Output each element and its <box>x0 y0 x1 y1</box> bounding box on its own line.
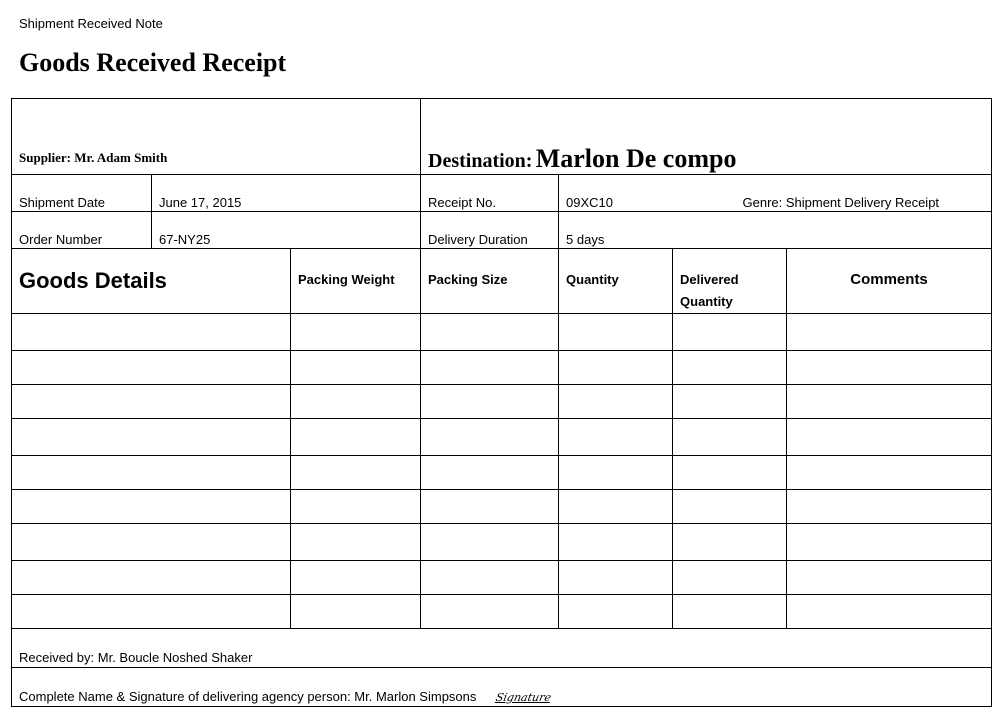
delivery-duration-label: Delivery Duration <box>421 212 559 249</box>
delivered-quantity-cell[interactable] <box>673 524 787 561</box>
goods-details-cell[interactable] <box>12 419 291 456</box>
receipt-no-label: Receipt No. <box>421 175 559 212</box>
packing-size-header: Packing Size <box>421 249 559 314</box>
receipt-no-cell <box>559 175 992 212</box>
comments-cell[interactable] <box>787 314 992 351</box>
destination-label: Destination: <box>428 150 533 172</box>
goods-row <box>12 595 992 629</box>
received-by-text: Received by: Mr. Boucle Noshed Shaker <box>12 629 992 668</box>
comments-cell[interactable] <box>787 351 992 385</box>
packing-weight-cell[interactable] <box>291 561 421 595</box>
packing-size-cell[interactable] <box>421 419 559 456</box>
packing-size-cell[interactable] <box>421 524 559 561</box>
goods-details-cell[interactable] <box>12 561 291 595</box>
delivered-quantity-cell[interactable] <box>673 561 787 595</box>
supplier-label: Supplier: <box>19 150 72 165</box>
comments-cell[interactable] <box>787 385 992 419</box>
goods-details-cell[interactable] <box>12 490 291 524</box>
goods-details-cell[interactable] <box>12 595 291 629</box>
document-title: Goods Received Receipt <box>19 48 287 77</box>
goods-row <box>12 385 992 419</box>
delivering-agent-cell <box>12 668 992 707</box>
comments-cell[interactable] <box>787 595 992 629</box>
quantity-cell[interactable] <box>559 595 673 629</box>
packing-size-cell[interactable] <box>421 490 559 524</box>
packing-weight-cell[interactable] <box>291 385 421 419</box>
genre-text: Genre: Shipment Delivery Receipt <box>742 195 940 210</box>
supplier-cell <box>12 99 421 175</box>
delivered-quantity-cell[interactable] <box>673 456 787 490</box>
delivered-quantity-cell[interactable] <box>673 385 787 419</box>
shipment-date-label: Shipment Date <box>12 175 152 212</box>
packing-size-cell[interactable] <box>421 351 559 385</box>
comments-cell[interactable] <box>787 419 992 456</box>
quantity-cell[interactable] <box>559 456 673 490</box>
note-label: Shipment Received Note <box>19 16 163 31</box>
packing-size-cell[interactable] <box>421 561 559 595</box>
quantity-header: Quantity <box>559 249 673 314</box>
shipment-date-row <box>12 175 992 212</box>
quantity-cell[interactable] <box>559 385 673 419</box>
order-number-row <box>12 212 992 249</box>
delivered-quantity-header: Delivered Quantity <box>673 249 787 314</box>
packing-weight-cell[interactable] <box>291 314 421 351</box>
comments-cell[interactable] <box>787 456 992 490</box>
packing-size-cell[interactable] <box>421 595 559 629</box>
goods-details-cell[interactable] <box>12 351 291 385</box>
order-number-label: Order Number <box>12 212 152 249</box>
comments-cell[interactable] <box>787 561 992 595</box>
delivered-quantity-cell[interactable] <box>673 351 787 385</box>
delivered-quantity-cell[interactable] <box>673 490 787 524</box>
quantity-cell[interactable] <box>559 314 673 351</box>
quantity-cell[interactable] <box>559 524 673 561</box>
destination-cell <box>421 99 992 175</box>
receipt-form-table <box>11 98 992 707</box>
comments-header: Comments <box>787 249 992 314</box>
goods-header-row <box>12 249 992 314</box>
goods-row <box>12 351 992 385</box>
packing-weight-cell[interactable] <box>291 351 421 385</box>
signature: Signature <box>494 691 553 704</box>
comments-cell[interactable] <box>787 490 992 524</box>
quantity-cell[interactable] <box>559 561 673 595</box>
receipt-no-value: 09XC10 <box>566 195 613 210</box>
goods-row <box>12 490 992 524</box>
goods-row <box>12 561 992 595</box>
party-row <box>12 99 992 175</box>
quantity-cell[interactable] <box>559 419 673 456</box>
packing-size-cell[interactable] <box>421 456 559 490</box>
quantity-cell[interactable] <box>559 490 673 524</box>
packing-weight-cell[interactable] <box>291 490 421 524</box>
order-number-value: 67-NY25 <box>152 212 421 249</box>
shipment-date-value: June 17, 2015 <box>152 175 421 212</box>
packing-weight-header: Packing Weight <box>291 249 421 314</box>
goods-row <box>12 419 992 456</box>
goods-details-cell[interactable] <box>12 456 291 490</box>
goods-details-cell[interactable] <box>12 524 291 561</box>
delivered-quantity-cell[interactable] <box>673 595 787 629</box>
packing-weight-cell[interactable] <box>291 595 421 629</box>
goods-row <box>12 524 992 561</box>
destination-value: Marlon De compo <box>535 144 737 173</box>
quantity-cell[interactable] <box>559 351 673 385</box>
delivered-quantity-cell[interactable] <box>673 314 787 351</box>
packing-weight-cell[interactable] <box>291 419 421 456</box>
delivering-agent-text: Complete Name & Signature of delivering agency person: Mr. Marlon Simpsons <box>19 689 477 704</box>
packing-weight-cell[interactable] <box>291 524 421 561</box>
packing-size-cell[interactable] <box>421 314 559 351</box>
goods-row <box>12 314 992 351</box>
goods-details-cell[interactable] <box>12 314 291 351</box>
packing-size-cell[interactable] <box>421 385 559 419</box>
goods-row <box>12 456 992 490</box>
delivery-duration-value: 5 days <box>559 212 992 249</box>
received-by-row <box>12 629 992 668</box>
supplier-name: Mr. Adam Smith <box>74 150 168 165</box>
packing-weight-cell[interactable] <box>291 456 421 490</box>
comments-cell[interactable] <box>787 524 992 561</box>
goods-details-header: Goods Details <box>12 249 291 314</box>
delivering-agent-row <box>12 668 992 707</box>
delivered-quantity-cell[interactable] <box>673 419 787 456</box>
goods-details-cell[interactable] <box>12 385 291 419</box>
